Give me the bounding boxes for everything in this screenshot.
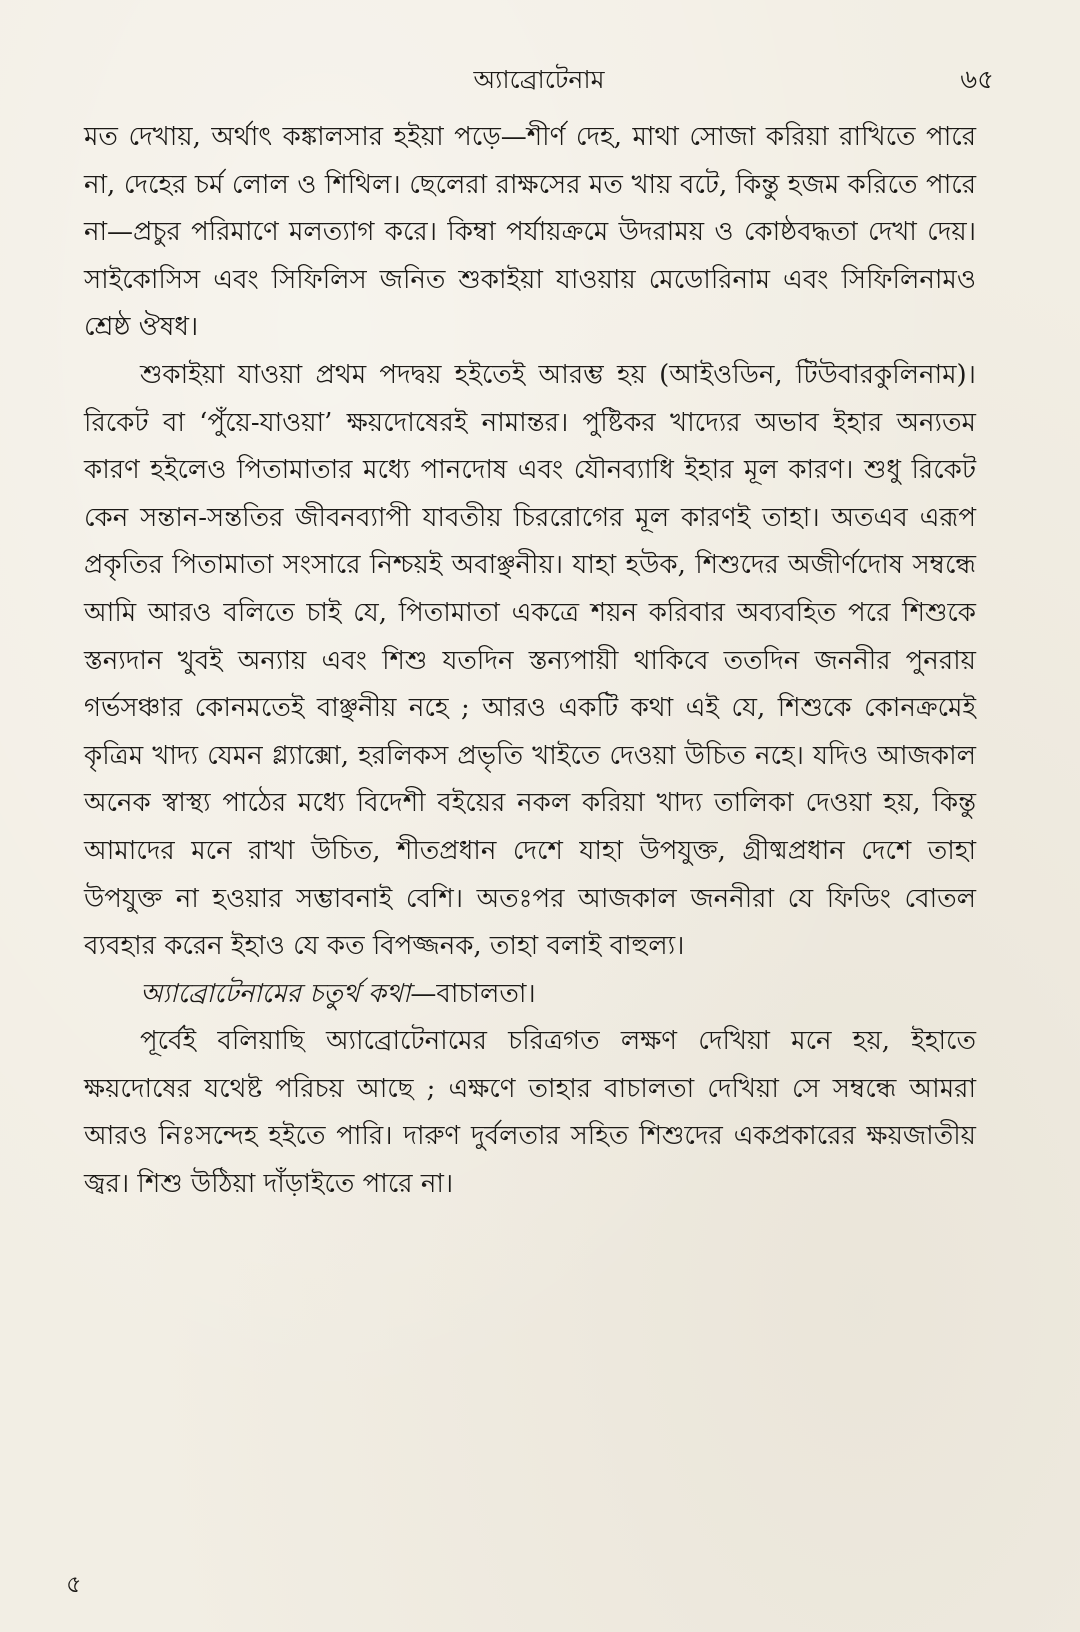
signature-folio: ৫	[66, 1570, 82, 1598]
page-number: ৬৫	[960, 65, 994, 95]
paragraph-1: মত দেখায়, অর্থাৎ কঙ্কালসার হইয়া পড়ে—শীর্ণ দেহ, মাথা সোজা করিয়া রাখিতে পারে না, দেহের চর্ম লোল ও শিথিল। ছেলেরা রাক্ষসের মত খায় বটে, কিন্তু হজম করিতে পারে না—প্রচুর পরিমাণে মলত্যাগ করে। কিম্বা পর্যায়ক্রমে উদরাময় ও কোষ্ঠবদ্ধতা দেখা দেয়। সাইকোসিস এবং সিফিলিস জনিত শুকাইয়া যাওয়ায় মেডোরিনাম এবং সিফিলিনামও শ্রেষ্ঠ ঔষধ।	[84, 122, 976, 343]
running-title: অ্যাব্রোটেনাম	[473, 65, 605, 94]
body-text	[84, 114, 976, 1209]
section-title: বাচালতা।	[436, 978, 536, 1009]
section-line	[84, 971, 976, 1019]
section-heading: অ্যাব্রোটেনামের চতুর্থ কথা	[140, 978, 411, 1009]
paragraph-3: পূর্বেই বলিয়াছি অ্যাব্রোটেনামের চরিত্রগত লক্ষণ দেখিয়া মনে হয়, ইহাতে ক্ষয়দোষের যথেষ্ট পরিচয় আছে ; এক্ষণে তাহার বাচালতা দেখিয়া সে সম্বন্ধে আমরা আরও নিঃসন্দেহ হইতে পারি। দারুণ দুর্বলতার সহিত শিশুদের একপ্রকারের ক্ষয়জাতীয় জ্বর। শিশু উঠিয়া দাঁড়াইতে পারে না।	[84, 1026, 976, 1200]
section-dash: —	[410, 978, 437, 1009]
running-head	[84, 60, 994, 100]
paragraph-2: শুকাইয়া যাওয়া প্রথম পদদ্বয় হইতেই আরম্ভ হয় (আইওডিন, টিউবারকুলিনাম)। রিকেট বা ‘পুঁয়ে-যাওয়া’ ক্ষয়দোষেরই নামান্তর। পুষ্টিকর খাদ্যের অভাব ইহার অন্যতম কারণ হইলেও পিতামাতার মধ্যে পানদোষ এবং যৌনব্যাধি ইহার মূল কারণ। শুধু রিকেট কেন সন্তান-সন্ততির জীবনব্যাপী যাবতীয় চিররোগের মূল কারণই তাহা। অতএব এরূপ প্রকৃতির পিতামাতা সংসারে নিশ্চয়ই অবাঞ্ছনীয়। যাহা হউক, শিশুদের অজীর্ণদোষ সম্বন্ধে আমি আরও বলিতে চাই যে, পিতামাতা একত্রে শয়ন করিবার অব্যবহিত পরে শিশুকে স্তন্যদান খুবই অন্যায় এবং শিশু যতদিন স্তন্যপায়ী থাকিবে ততদিন জননীর পুনরায় গর্ভসঞ্চার কোনমতেই বাঞ্ছনীয় নহে ; আরও একটি কথা এই যে, শিশুকে কোনক্রমেই কৃত্রিম খাদ্য যেমন গ্ল্যাক্সো, হরলিকস প্রভৃতি খাইতে দেওয়া উচিত নহে। যদিও আজকাল অনেক স্বাস্থ্য পাঠের মধ্যে বিদেশী বইয়ের নকল করিয়া খাদ্য তালিকা দেওয়া হয়, কিন্তু আমাদের মনে রাখা উচিত, শীতপ্রধান দেশে যাহা উপযুক্ত, গ্রীষ্মপ্রধান দেশে তাহা উপযুক্ত না হওয়ার সম্ভাবনাই বেশি। অতঃপর আজকাল জননীরা যে ফিডিং বোতল ব্যবহার করেন ইহাও যে কত বিপজ্জনক, তাহা বলাই বাহুল্য।	[84, 359, 976, 962]
